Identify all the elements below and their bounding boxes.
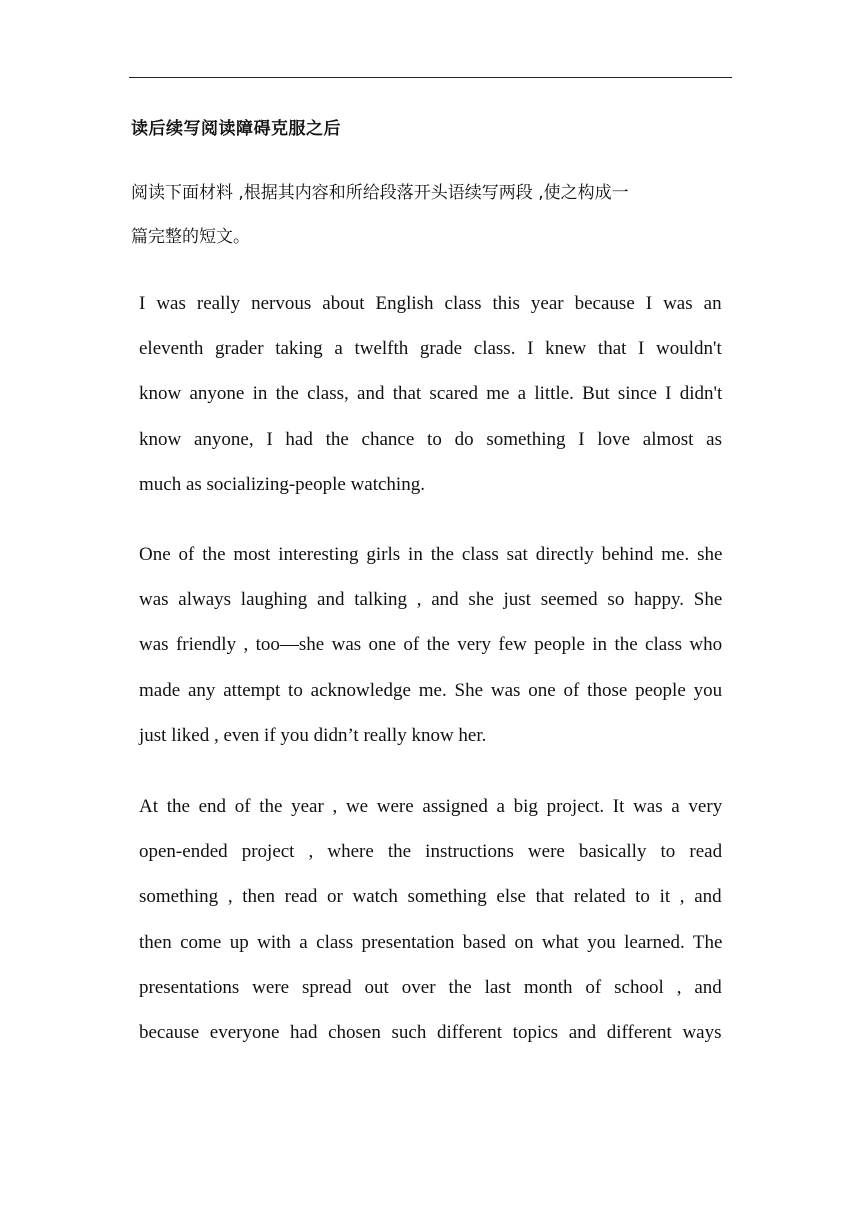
paragraph-line: something , then read or watch something else that related to it , and — [139, 886, 722, 908]
paragraph-line: I was really nervous about English class this year because I was an — [139, 293, 722, 314]
paragraph-line: At the end of the year , we were assigned a big project. It was a very — [139, 796, 723, 817]
paragraph-3 — [139, 784, 722, 1055]
instruction-text — [131, 171, 721, 259]
paragraph-line: made any attempt to acknowledge me. She was one of those people you — [139, 679, 723, 701]
paragraph-line: was always laughing and talking , and she just seemed so happy. She — [139, 589, 723, 611]
instruction-line: 篇完整的短文。 — [131, 227, 250, 247]
paragraph-line: open-ended project , where the instructions were basically to read — [139, 841, 723, 863]
instruction-line: 阅读下面材料 ,根据其内容和所给段落开头语续写两段 ,使之构成一 — [131, 183, 629, 203]
paragraph-2 — [139, 532, 722, 758]
paragraph-line: then come up with a class presentation based on what you learned. The — [139, 931, 723, 953]
paragraph-line: was friendly , too—she was one of the very few people in the class who — [139, 634, 723, 656]
document-title: 读后续写阅读障碍克服之后 — [131, 119, 341, 139]
paragraph-line: One of the most interesting girls in the class sat directly behind me. she — [139, 544, 723, 565]
header-rule — [129, 77, 732, 78]
paragraph-line: because everyone had chosen such different topics and different ways — [139, 1021, 722, 1043]
paragraph-1 — [139, 281, 722, 507]
paragraph-line: eleventh grader taking a twelfth grade class. I knew that I wouldn't — [139, 338, 722, 360]
paragraph-line: just liked , even if you didn’t really know her. — [139, 724, 487, 746]
paragraph-line: much as socializing-people watching. — [139, 473, 425, 495]
paragraph-line: know anyone in the class, and that scared me a little. But since I didn't — [139, 383, 723, 405]
paragraph-line: know anyone, I had the chance to do something I love almost as — [139, 428, 723, 450]
paragraph-line: presentations were spread out over the last month of school , and — [139, 976, 722, 998]
